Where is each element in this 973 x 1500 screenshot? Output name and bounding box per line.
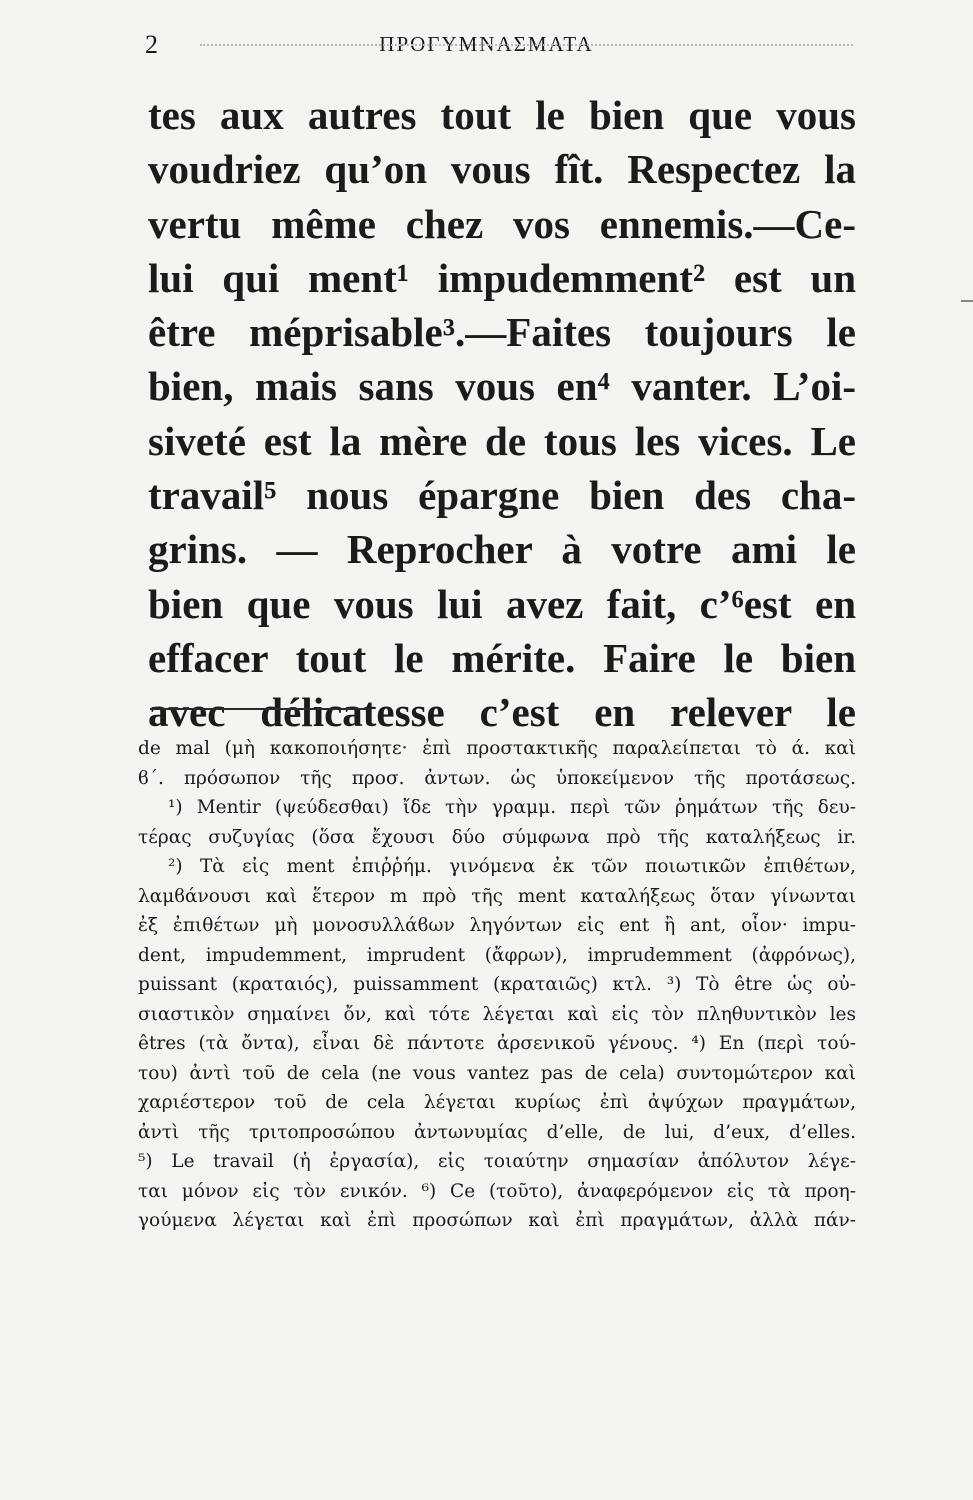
main-text-line: tes aux autres tout le bien que vous <box>148 92 856 138</box>
footnote-line: χαριέστερον τοῦ de cela λέγεται κυρίως ἐπὶ ἀψύχων πραγμάτων, <box>138 1092 856 1113</box>
page-edge-mark <box>961 300 973 302</box>
footnote-line: ϐ΄. πρόσωπον τῆς προσ. ἀντων. ὡς ὑποκείμενον τῆς προτάσεως. <box>138 767 856 789</box>
main-text-line: bien, mais sans vous en⁴ vanter. L’oi- <box>148 363 856 410</box>
main-text-line: siveté est la mère de tous les vices. Le <box>148 417 856 464</box>
footnote-line: τέρας συζυγίας (ὅσα ἔχουσι δύο σύμφωνα πρὸ τῆς καταλήξεως ir. <box>138 826 856 848</box>
footnote-line: dent, impudemment, imprudent (ἄφρων), imprudemment (ἀφρόνως), <box>138 944 856 966</box>
footnote-line: σιαστικὸν σημαίνει ὄν, καὶ τότε λέγεται καὶ εἰς τὸν πληθυντικὸν les <box>138 1003 856 1025</box>
footnote-line: de mal (μὴ κακοποιήσητε· ἐπὶ προστακτικῆς παραλείπεται τὸ ά. καὶ <box>138 738 856 759</box>
main-text-line: lui qui ment¹ impudemment² est un <box>148 254 856 301</box>
main-text-line: effacer tout le mérite. Faire le bien <box>148 634 856 681</box>
footnote-line: ἐξ ἐπιθέτων μὴ μονοσυλλάϐων ληγόντων εἰς ent ἢ ant, οἷον· impu- <box>138 915 856 936</box>
footnote-line: puissant (κραταιός), puissamment (κραταιῶς) κτλ. ³) Τὸ être ὡς οὐ- <box>138 974 856 995</box>
footnote-line: λαμϐάνουσι καὶ ἕτερον m πρὸ τῆς ment καταλήξεως ὅταν γίνωνται <box>138 885 856 907</box>
main-text-line: avec délicatesse c’est en relever le <box>148 689 856 736</box>
header-rule <box>200 44 853 46</box>
footnotes <box>138 734 856 1236</box>
running-title: ΠΡΟΓΥΜΝΑΣΜΑΤΑ <box>379 32 594 56</box>
footnote-line: γούμενα λέγεται καὶ ἐπὶ προσώπων καὶ ἐπὶ πραγμάτων, ἀλλὰ πάν- <box>138 1210 856 1231</box>
main-text-line: bien que vous lui avez fait, c’⁶est en <box>148 580 856 627</box>
page-number: 2 <box>145 30 158 59</box>
main-text-line: grins. — Reprocher à votre ami le <box>148 526 856 573</box>
main-text-line: travail⁵ nous épargne bien des cha- <box>148 472 856 519</box>
main-text-line: voudriez qu’on vous fît. Respectez la <box>148 146 856 193</box>
footnote-line: του) ἀντὶ τοῦ de cela (ne vous vantez pas de cela) συντομώτερον καὶ <box>138 1062 856 1084</box>
main-text-line: vertu même chez vos ennemis.—Ce- <box>148 200 856 247</box>
footnote-line: ται μόνον εἰς τὸν ενικόν. ⁶) Ce (τοῦτο), ἀναφερόμενον εἰς τὰ προη- <box>138 1180 856 1202</box>
footnote-line: êtres (τὰ ὄντα), εἶναι δὲ πάντοτε ἀρσενικοῦ γένους. ⁴) En (περὶ τού- <box>138 1033 856 1054</box>
footnote-line: ⁵) Le travail (ἡ ἐργασία), εἰς τοιαύτην σημασίαν ἀπόλυτον λέγε- <box>138 1151 856 1172</box>
main-text <box>148 88 856 740</box>
main-text-line: être méprisable³.—Faites toujours le <box>148 309 856 356</box>
footnote-line: ¹) Mentir (ψεύδεσθαι) ἴδε τὴν γραμμ. περὶ τῶν ῥημάτων τῆς δευ- <box>168 797 856 818</box>
footnote-line: ἀντὶ τῆς τριτοπροσώπου ἀντωνυμίας d’elle, de lui, d’eux, d’elles. <box>138 1121 856 1143</box>
footnote-divider <box>150 708 370 710</box>
footnote-line: ²) Τὰ εἰς ment ἐπιῤῥήμ. γινόμενα ἐκ τῶν ποιωτικῶν ἐπιθέτων, <box>168 856 856 877</box>
